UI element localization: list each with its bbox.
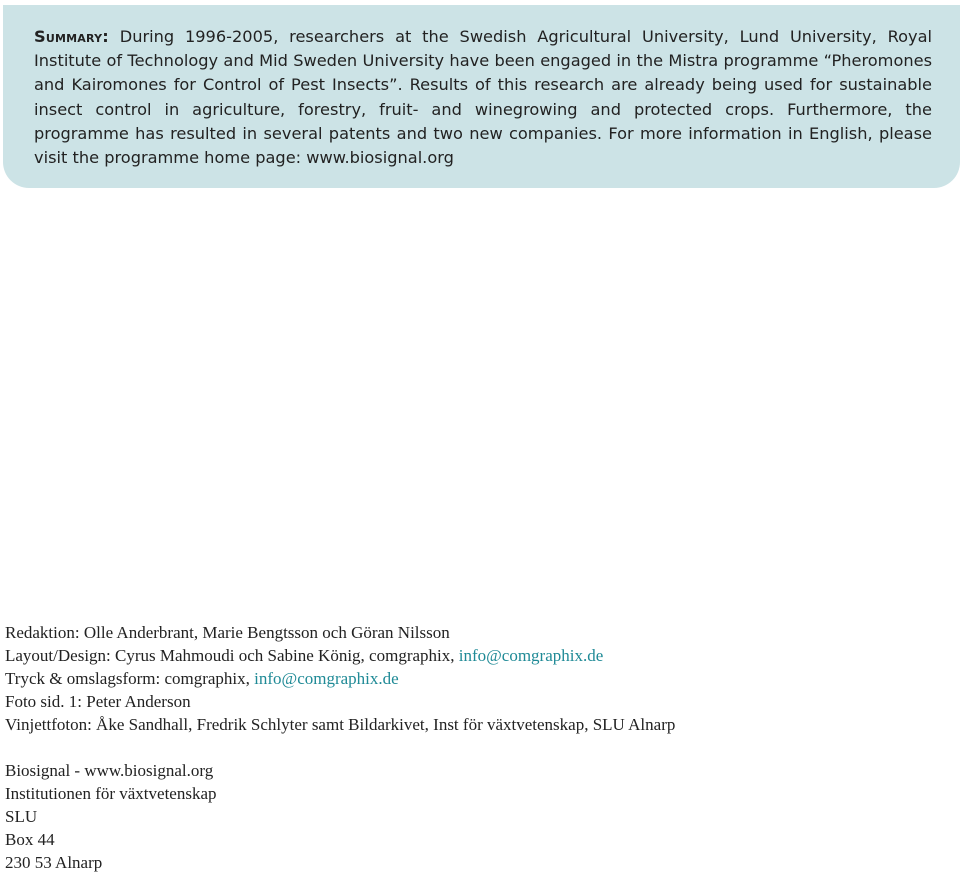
layout-design-line xyxy=(5,644,955,667)
address-line-2: Institutionen för växtvetenskap xyxy=(5,784,217,803)
layout-design-text: Layout/Design: Cyrus Mahmoudi och Sabine König, comgraphix, xyxy=(5,646,459,665)
address-line-1: Biosignal - www.biosignal.org xyxy=(5,761,214,780)
print-text: Tryck & omslagsform: comgraphix, xyxy=(5,669,255,688)
address-line-3: SLU xyxy=(5,807,38,826)
address-line-5: 230 53 Alnarp xyxy=(5,853,103,872)
summary-box xyxy=(3,5,960,188)
credits-block xyxy=(5,621,955,874)
spacer xyxy=(5,736,955,759)
layout-email-link[interactable]: info@comgraphix.de xyxy=(458,646,604,665)
editors-line: Redaktion: Olle Anderbrant, Marie Bengtsson och Göran Nilsson xyxy=(5,623,450,642)
address-line-4: Box 44 xyxy=(5,830,55,849)
photo-credit-line: Foto sid. 1: Peter Anderson xyxy=(5,692,191,711)
vignette-credit-line: Vinjettfoton: Åke Sandhall, Fredrik Schlyter samt Bildarkivet, Inst för växtvetenskap, SLU Alnarp xyxy=(5,715,676,734)
print-email-link[interactable]: info@comgraphix.de xyxy=(254,669,399,688)
summary-label: Summary: xyxy=(34,27,109,46)
summary-text: During 1996-2005, researchers at the Swedish Agricultural University, Lund University, Royal Institute of Technology and Mid Sweden University have been engaged in the Mistra programme “Pheromones and Kairomones for Control of Pest Insects”. Results of this research are already being used for sustainable insect control in agriculture, forestry, fruit- and winegrowing and protected crops. Furthermore, the programme has resulted in several patents and two new companies. For more information in English, please visit the programme home page: xyxy=(34,27,932,168)
print-line xyxy=(5,667,955,690)
programme-homepage-link[interactable]: www.biosignal.org xyxy=(306,148,454,168)
